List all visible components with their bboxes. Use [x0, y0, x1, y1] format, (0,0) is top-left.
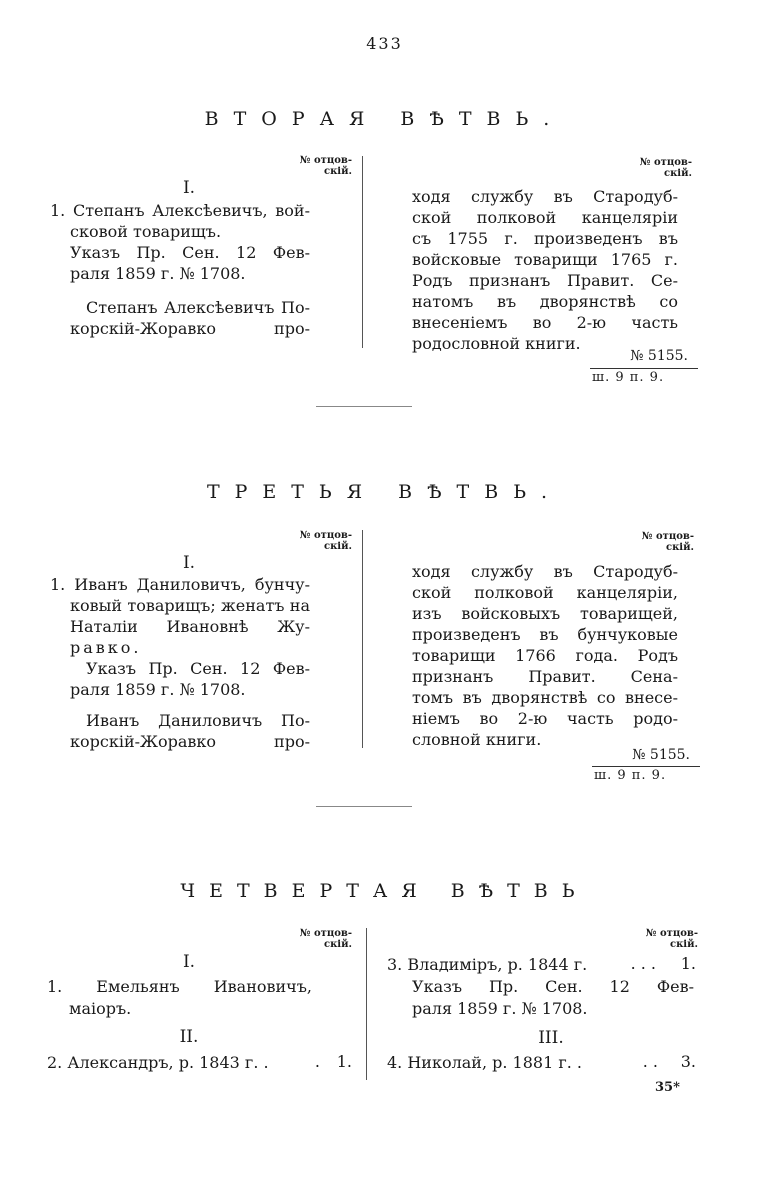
text-line: маіоръ.: [69, 999, 132, 1018]
text-line: корскій-Жоравко про-: [70, 319, 310, 338]
page-number: 433: [366, 34, 403, 53]
branch2-sheet-ref: ш. 9 п. 9.: [592, 370, 665, 385]
branch3-left-col-header: № отцов- скій.: [299, 530, 352, 552]
text-line: корскій-Жоравко про-: [70, 732, 310, 751]
text-line: Родъ признанъ Правит. Се-: [412, 271, 678, 290]
footer-signature-mark: 35*: [655, 1080, 680, 1095]
branch3-column-divider: [362, 530, 363, 748]
branch4-entry-1: [47, 976, 312, 1020]
branch2-left-text: [50, 200, 310, 339]
branch4-entry-2: 2. Александръ, р. 1843 г. .: [47, 1053, 269, 1072]
branch2-roman-i: I.: [182, 178, 196, 198]
branch3-roman-i: I.: [182, 553, 196, 573]
branch4-entry-3-dots: . . .: [630, 954, 656, 973]
text-line: 1. Степанъ Алексѣевичъ, вой-: [50, 201, 310, 220]
text-line: 1. Иванъ Даниловичъ, бунчу-: [50, 575, 310, 594]
branch4-entry-3-decree: [412, 976, 694, 1020]
section-divider: [316, 406, 412, 407]
text-line: Иванъ Даниловичъ По-: [86, 711, 310, 730]
text-line: раля 1859 г. № 1708.: [70, 264, 246, 283]
text-line: равко.: [70, 638, 142, 657]
branch2-right-text: [412, 186, 678, 354]
text-line: Наталіи Ивановнѣ Жу-: [70, 617, 310, 636]
text-line: томъ въ дворянствѣ со внесе-: [412, 688, 678, 707]
branch3-sheet-ref: ш. 9 п. 9.: [594, 768, 667, 783]
text-line: признанъ Правит. Сена-: [412, 667, 678, 686]
branch2-column-divider: [362, 156, 363, 348]
text-line: ской полковой канцеляріи,: [412, 583, 678, 602]
text-line: ской полковой канцеляріи: [412, 208, 678, 227]
branch2-right-col-header: № отцов- скій.: [639, 157, 692, 179]
text-line: Степанъ Алексѣевичъ По-: [86, 298, 310, 317]
text-line: произведенъ въ бунчуковые: [412, 625, 678, 644]
branch4-entry-4: 4. Николай, р. 1881 г. .: [387, 1053, 582, 1072]
text-line: войсковые товарищи 1765 г.: [412, 250, 678, 269]
branch4-left-col-header: № отцов- скій.: [299, 928, 352, 950]
branch3-archive-ref: № 5155.: [632, 747, 690, 763]
branch4-roman-iii: III.: [538, 1028, 564, 1048]
branch4-roman-ii: II.: [179, 1027, 199, 1047]
section-divider: [316, 806, 412, 807]
branch4-column-divider: [366, 928, 367, 1080]
branch4-heading: ЧЕТВЕРТАЯ ВѢТВЬ: [180, 880, 589, 902]
text-line: родословной книги.: [412, 334, 581, 353]
text-line: изъ войсковыхъ товарищей,: [412, 604, 678, 623]
branch4-entry-3: 3. Владиміръ, р. 1844 г.: [387, 955, 588, 974]
branch4-entry-4-dots: . .: [642, 1052, 658, 1071]
text-line: ходя службу въ Стародуб-: [412, 562, 678, 581]
text-line: съ 1755 г. произведенъ въ: [412, 229, 678, 248]
branch4-roman-i: I.: [182, 952, 196, 972]
branch4-entry-2-num: 1.: [336, 1052, 352, 1071]
text-line: Указъ Пр. Сен. 12 Фев-: [86, 659, 310, 678]
branch3-right-text: [412, 561, 678, 750]
branch3-right-col-header: № отцов- скій.: [641, 531, 694, 553]
text-line: раля 1859 г. № 1708.: [412, 999, 588, 1018]
branch2-archive-ref: № 5155.: [630, 348, 688, 364]
branch4-right-col-header: № отцов- скій.: [645, 928, 698, 950]
text-line: 1. Емельянъ Ивановичъ,: [47, 977, 312, 996]
text-line: натомъ въ дворянствѣ со: [412, 292, 678, 311]
branch4-entry-4-num: 3.: [680, 1052, 696, 1071]
branch3-heading: ТРЕТЬЯ ВѢТВЬ.: [206, 481, 563, 503]
text-line: товарищи 1766 года. Родъ: [412, 646, 678, 665]
branch4-entry-2-dots: .: [314, 1052, 320, 1071]
branch2-heading: ВТОРАЯ ВѢТВЬ.: [204, 108, 565, 130]
branch2-ref-underline: [590, 368, 698, 369]
text-line: ніемъ во 2-ю часть родо-: [412, 709, 678, 728]
text-line: сковой товарищъ.: [70, 222, 222, 241]
branch4-entry-3-num: 1.: [680, 954, 696, 973]
branch2-left-col-header: № отцов- скій.: [299, 155, 352, 177]
text-line: словной книги.: [412, 730, 542, 749]
text-line: Указъ Пр. Сен. 12 Фев-: [412, 977, 694, 996]
text-line: ходя службу въ Стародуб-: [412, 187, 678, 206]
branch3-left-text: [50, 574, 310, 752]
text-line: ковый товарищъ; женатъ на: [70, 596, 310, 615]
text-line: Указъ Пр. Сен. 12 Фев-: [70, 243, 310, 262]
branch3-ref-underline: [592, 766, 700, 767]
text-line: внесеніемъ во 2-ю часть: [412, 313, 678, 332]
text-line: раля 1859 г. № 1708.: [70, 680, 246, 699]
